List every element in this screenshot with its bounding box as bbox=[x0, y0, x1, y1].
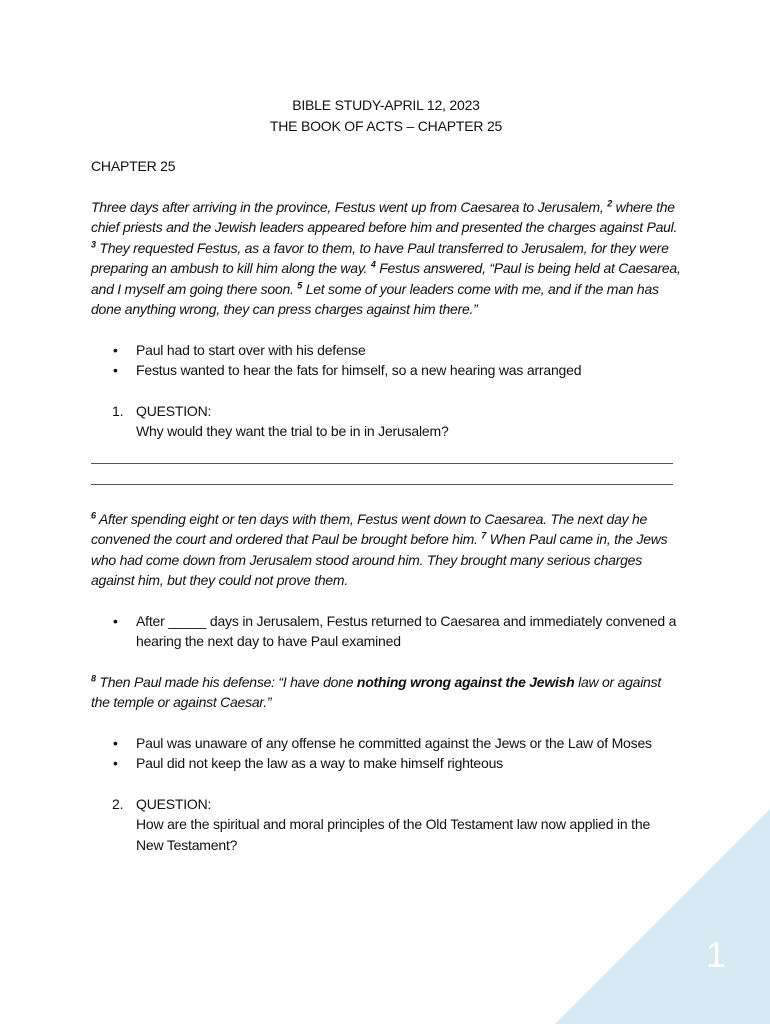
question-text: Why would they want the trial to be in in Jerusalem? bbox=[136, 423, 449, 439]
list-item-text: Festus wanted to hear the fats for himself, so a new hearing was arranged bbox=[136, 362, 582, 378]
bullet-icon: • bbox=[113, 362, 118, 378]
bullet-list-2 bbox=[91, 611, 681, 652]
title-line-1: BIBLE STUDY-APRIL 12, 2023 bbox=[292, 97, 480, 113]
verse-number: 5 bbox=[297, 279, 303, 290]
question-number: 1. bbox=[112, 402, 124, 419]
corner-triangle-decoration bbox=[555, 809, 770, 1024]
page-number: 1 bbox=[706, 934, 727, 975]
verse-number: 6 bbox=[91, 509, 96, 520]
list-item bbox=[113, 611, 681, 652]
question-1 bbox=[91, 401, 681, 442]
title-line-2: THE BOOK OF ACTS – CHAPTER 25 bbox=[269, 117, 503, 134]
list-item-text: Paul had to start over with his defense bbox=[136, 341, 366, 358]
passage-text: law or against the temple or against Caesar.” bbox=[91, 673, 661, 710]
verse-number: 8 bbox=[91, 672, 96, 683]
bullet-icon: • bbox=[113, 755, 118, 771]
question-text: How are the spiritual and moral principles of the Old Testament law now applied in the New Testament? bbox=[136, 816, 651, 853]
verse-number: 3 bbox=[91, 238, 96, 249]
verse-number: 4 bbox=[370, 259, 376, 270]
passage-text: They requested Festus, as a favor to them, to have Paul transferred to Jerusalem, for they were preparing an ambush to kill him along the way. bbox=[91, 239, 669, 276]
triangle-shape bbox=[555, 809, 770, 1024]
document-title bbox=[91, 95, 681, 136]
list-item bbox=[113, 360, 681, 381]
answer-line[interactable] bbox=[91, 444, 673, 464]
verse-number: 2 bbox=[607, 197, 612, 208]
passage-text: Let some of your leaders come with me, and if the man has done anything wrong, they can press charges against him there.” bbox=[91, 280, 659, 317]
chapter-heading: CHAPTER 25 bbox=[91, 158, 176, 174]
passage-text: Then Paul made his defense: “I have done bbox=[95, 673, 357, 690]
bullet-list-1 bbox=[91, 340, 681, 381]
answer-lines bbox=[91, 444, 681, 485]
passage-text: Three days after arriving in the province, Festus went up from Caesarea to Jerusalem, bbox=[91, 198, 608, 215]
list-item-text: Paul was unaware of any offense he committed against the Jews or the Law of Moses bbox=[136, 734, 652, 751]
question-label: QUESTION: bbox=[136, 402, 212, 419]
verse-number: 7 bbox=[481, 530, 487, 541]
list-item-text: Paul did not keep the law as a way to make himself righteous bbox=[136, 755, 503, 771]
scripture-passage-3 bbox=[91, 672, 681, 713]
passage-text: After spending eight or ten days with them, Festus went down to Caesarea. The next day he convened the court and ordered that Paul be brought before him. bbox=[91, 510, 648, 547]
passage-text: When Paul came in, the Jews who had come down from Jerusalem stood around him. They brought many serious charges against him, but they could not prove them. bbox=[91, 531, 668, 588]
list-item bbox=[113, 340, 681, 361]
question-label: QUESTION: bbox=[136, 795, 212, 812]
list-item bbox=[113, 753, 681, 774]
bullet-icon: • bbox=[113, 612, 118, 629]
question-number: 2. bbox=[112, 795, 124, 812]
bullet-icon: • bbox=[113, 734, 118, 751]
list-item bbox=[113, 733, 681, 754]
scripture-passage-2 bbox=[91, 509, 681, 591]
page-content bbox=[91, 95, 681, 855]
scripture-passage-1 bbox=[91, 197, 681, 320]
bullet-icon: • bbox=[113, 341, 118, 358]
emphasized-text: nothing wrong against the Jewish bbox=[356, 673, 575, 690]
answer-line[interactable] bbox=[91, 465, 673, 485]
passage-text: where the chief priests and the Jewish leaders appeared before him and presented the charges against Paul. bbox=[91, 198, 678, 235]
list-item-text: After _____ days in Jerusalem, Festus returned to Caesarea and immediately convened a hearing the next day to have Paul examined bbox=[136, 612, 677, 649]
bullet-list-3 bbox=[91, 733, 681, 774]
passage-text: Festus answered, “Paul is being held at Caesarea, and I myself am going there soon. bbox=[91, 260, 681, 297]
